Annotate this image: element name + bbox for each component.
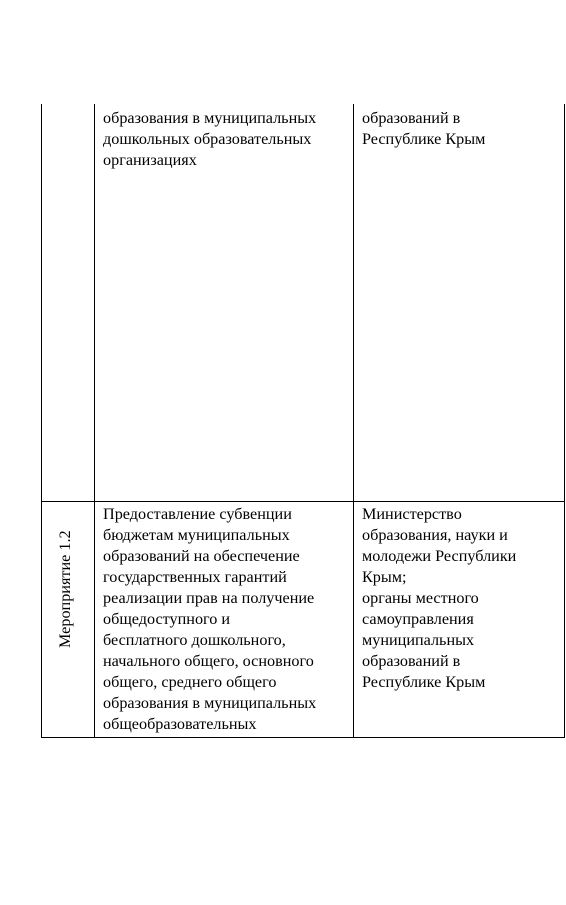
column-divider-2	[353, 104, 354, 738]
top-row-description: образования в муниципальных дошкольных образовательных организациях	[103, 109, 317, 169]
bottom-row-responsible: Министерство образования, науки и молодежи Республики Крым; органы местного самоуправления муниципальных образований в Республике Крым	[362, 505, 517, 691]
event-label-cell	[45, 515, 90, 735]
event-label: Мероприятие 1.2	[56, 530, 74, 648]
bottom-border	[41, 737, 565, 738]
bottom-row-description: Предоставление субвенции бюджетам муниципальных образований на обеспечение государственных гарантий реализации прав на получение общедоступного и бесплатного дошкольного, начального общего, основного общего, среднего общего образования в муниципальных общеобразовательных	[103, 505, 317, 733]
right-border	[564, 104, 565, 738]
top-row-responsible: образований в Республике Крым	[362, 109, 486, 148]
left-border	[41, 104, 42, 738]
column-divider-1	[94, 104, 95, 738]
row-divider	[41, 501, 565, 502]
